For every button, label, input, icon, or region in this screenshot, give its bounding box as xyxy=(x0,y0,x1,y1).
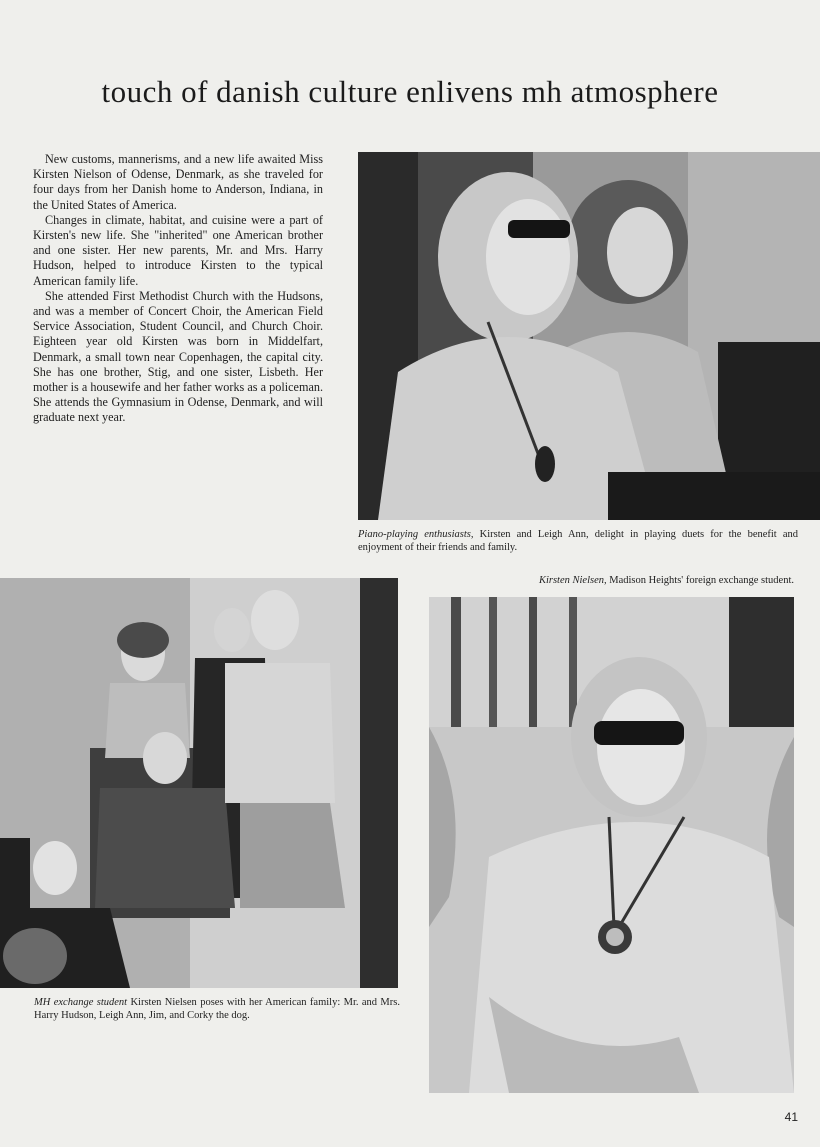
article-paragraph: She attended First Methodist Church with the Hudsons, and was a member of Concert Choir, the American Field Service Association, Student Council, and Church Choir. Eighteen year old Kirsten was born in Middelfart, Denmark, a small town near Copenhagen, the capital city. She has one brother, Stig, and one sister, Lisbeth. Her mother is a housewife and her father works as a policeman. She attends the Gymnasium in Odense, Denmark, and will graduate next year. xyxy=(33,288,323,425)
caption-text: Kirsten Nielsen poses with her American family: Mr. and Mrs. Harry Hudson, Leigh Ann, Jim, and Corky the dog. xyxy=(34,997,400,1021)
page-title: touch of danish culture enlivens mh atmosphere xyxy=(101,74,719,109)
caption-text: Kirsten and Leigh Ann, delight in playing duets for the benefit and enjoyment of their friends and family. xyxy=(358,529,799,553)
article-paragraph: Changes in climate, habitat, and cuisine were a part of Kirsten's new life. She "inherited" one American brother and one sister. Her new parents, Mr. and Mrs. Harry Hudson, helped to introduce Kirsten to the typical American family life. xyxy=(33,212,323,288)
article-paragraph: New customs, mannerisms, and a new life awaited Miss Kirsten Nielson of Odense, Denmark, as she traveled for four days from her Danish home to Anderson, Indiana, in the United States of America. xyxy=(33,152,323,212)
caption-lead: Piano-playing enthusiasts, xyxy=(358,529,474,540)
portrait-photo xyxy=(429,597,794,1093)
portrait-caption xyxy=(430,574,794,587)
family-photo xyxy=(0,578,398,988)
page-number: 41 xyxy=(784,1110,798,1124)
caption-lead: Kirsten Nielsen, xyxy=(538,575,607,586)
family-caption xyxy=(34,996,400,1022)
caption-lead: MH exchange student xyxy=(34,997,128,1008)
piano-photo xyxy=(358,152,820,520)
caption-text: Madison Heights' foreign exchange student. xyxy=(606,575,794,586)
piano-caption xyxy=(358,528,798,554)
article-body xyxy=(33,152,323,426)
